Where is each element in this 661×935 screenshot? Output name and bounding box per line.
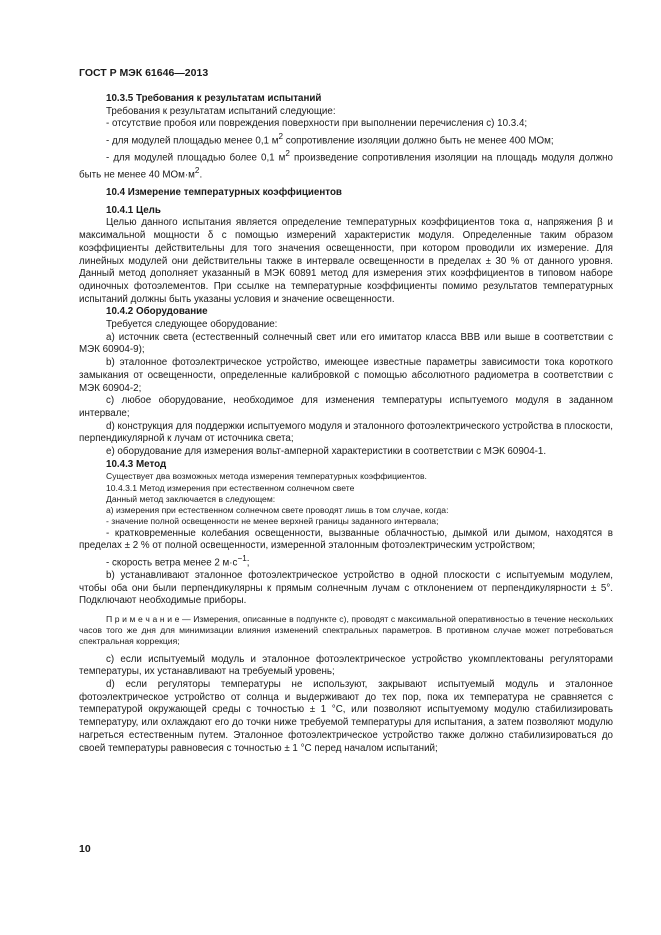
method-line-1: Существует два возможных метода измерения температурных коэффициентов.	[106, 471, 427, 482]
method-line-3: Данный метод заключается в следующем:	[106, 493, 276, 504]
method-line-7: - скорость ветра менее 2 $м\cdot с^{-1}$;	[106, 553, 250, 569]
standard-header: ГОСТ Р МЭК 61646—2013	[79, 67, 209, 79]
document-body	[79, 93, 613, 755]
section-10-3-5-title: 10.3.5 Требования к результатам испытаний	[106, 93, 322, 104]
method-line-5: - значение полной освещенности не менее верхней границы заданного интервала;	[106, 516, 439, 527]
requirement-item-1: - отсутствие пробоя или повреждения поверхности при выполнении перечисления с) 10.3.4;	[106, 118, 528, 130]
requirement-item-3: - для модулей площадью более 0,1 $м^2$ произведение сопротивления изоляции на площадь модуля должно быть не менее 40 $МОм\cdot м^2$.	[79, 149, 613, 181]
section-10-4-3-title: 10.4.3 Метод	[106, 458, 167, 470]
equipment-intro: Требуется следующее оборудование:	[106, 319, 278, 331]
method-item-d: d) если регуляторы температуры не используют, закрывают испытуемый модуль и эталонное фотоэлектрическое устройство от солнца и выдерживают до тех пор, пока их температура не сравняется с температурой окружающей среды с точностью ± 1 °С, или позволяют испытуемому модулю стабилизировать температуру, или охлаждают его до точки ниже требуемой температуры для испытания, а затем позволяют модулю нагреться естественным путем. Эталонное фотоэлектрическое устройство также должно стабилизироваться до своей температуры равновесия с точностью ± 1 °С перед началом испытаний;	[79, 679, 613, 754]
method-line-4: а) измерения при естественном солнечном свете проводят лишь в том случае, когда:	[106, 505, 449, 516]
section-10-4-1-title: 10.4.1 Цель	[106, 204, 161, 216]
method-line-2: 10.4.3.1 Метод измерения при естественном солнечном свете	[106, 482, 355, 493]
equipment-item-c: с) любое оборудование, необходимое для изменения температуры испытуемого модуля в заданном интервале;	[79, 395, 613, 419]
page-number: 10	[79, 843, 91, 855]
section-10-4-1-text: Целью данного испытания является определение температурных коэффициентов тока α, напряжения β и максимальной мощности δ с помощью измерений характеристик модуля. Определенные таким образом коэффициенты действительны для того значения освещенности, при котором проводили их измерение. Для линейных модулей они действительны также в интервале освещенности в пределах ± 30 % от данного уровня. Данный метод дополняет указанный в МЭК 60891 метод для измерения этих коэффициентов в типовом наборе одиночных фотоэлементов. При ссылке на температурные коэффициенты помимо результатов температурных испытаний должны быть указаны условия и значение освещенности.	[79, 217, 613, 305]
method-line-8: b) устанавливают эталонное фотоэлектрическое устройство в одной плоскости с испытуемым модулем, чтобы оба они были перпендикулярны к прямым солнечным лучам с отклонением от перпендикулярности ± 5°. Подключают необходимые приборы.	[79, 569, 613, 607]
section-10-4-2-title: 10.4.2 Оборудование	[106, 306, 208, 318]
note-paragraph: П р и м е ч а н и е — Измерения, описанные в подпункте с), проводят с максимальной оперативностью в течение нескольких часов того же дня для минимизации влияния изменений спектральных параметров. В противном случае может потребоваться спектральная коррекция;	[79, 613, 613, 647]
method-line-6: - кратковременные колебания освещенности, вызванные облачностью, дымкой или дымом, находятся в пределах ± 2 % от полной освещенности, измеренной эталонным фотоэлектрическим устройством;	[79, 527, 613, 552]
section-10-3-5-intro: Требования к результатам испытаний следующие:	[106, 105, 336, 117]
equipment-item-e: е) оборудование для измерения вольт-амперной характеристики в соответствии с МЭК 60904-1.	[106, 446, 547, 458]
method-item-c: с) если испытуемый модуль и эталонное фотоэлектрическое устройство укомплектованы регуляторами температуры, их устанавливают на требуемый уровень;	[79, 653, 613, 678]
equipment-item-a: а) источник света (естественный солнечный свет или его имитатор класса ВВВ или выше в соответствии с МЭК 60904-9);	[79, 331, 613, 356]
equipment-item-d: d) конструкция для поддержки испытуемого модуля и эталонного фотоэлектрического устройства в плоскости, перпендикулярной к лучам от источника света;	[79, 420, 613, 445]
requirement-item-2: - для модулей площадью менее 0,1 $м^2$ сопротивление изоляции должно быть не менее 400 МОм;	[106, 132, 554, 147]
equipment-item-b: b) эталонное фотоэлектрическое устройство, имеющее известные параметры зависимости тока короткого замыкания от освещенности, определенные калибровкой с помощью абсолютного радиометра в соответствии с МЭК 60904-2;	[79, 357, 613, 394]
section-10-4-title: 10.4 Измерение температурных коэффициентов	[106, 187, 342, 199]
